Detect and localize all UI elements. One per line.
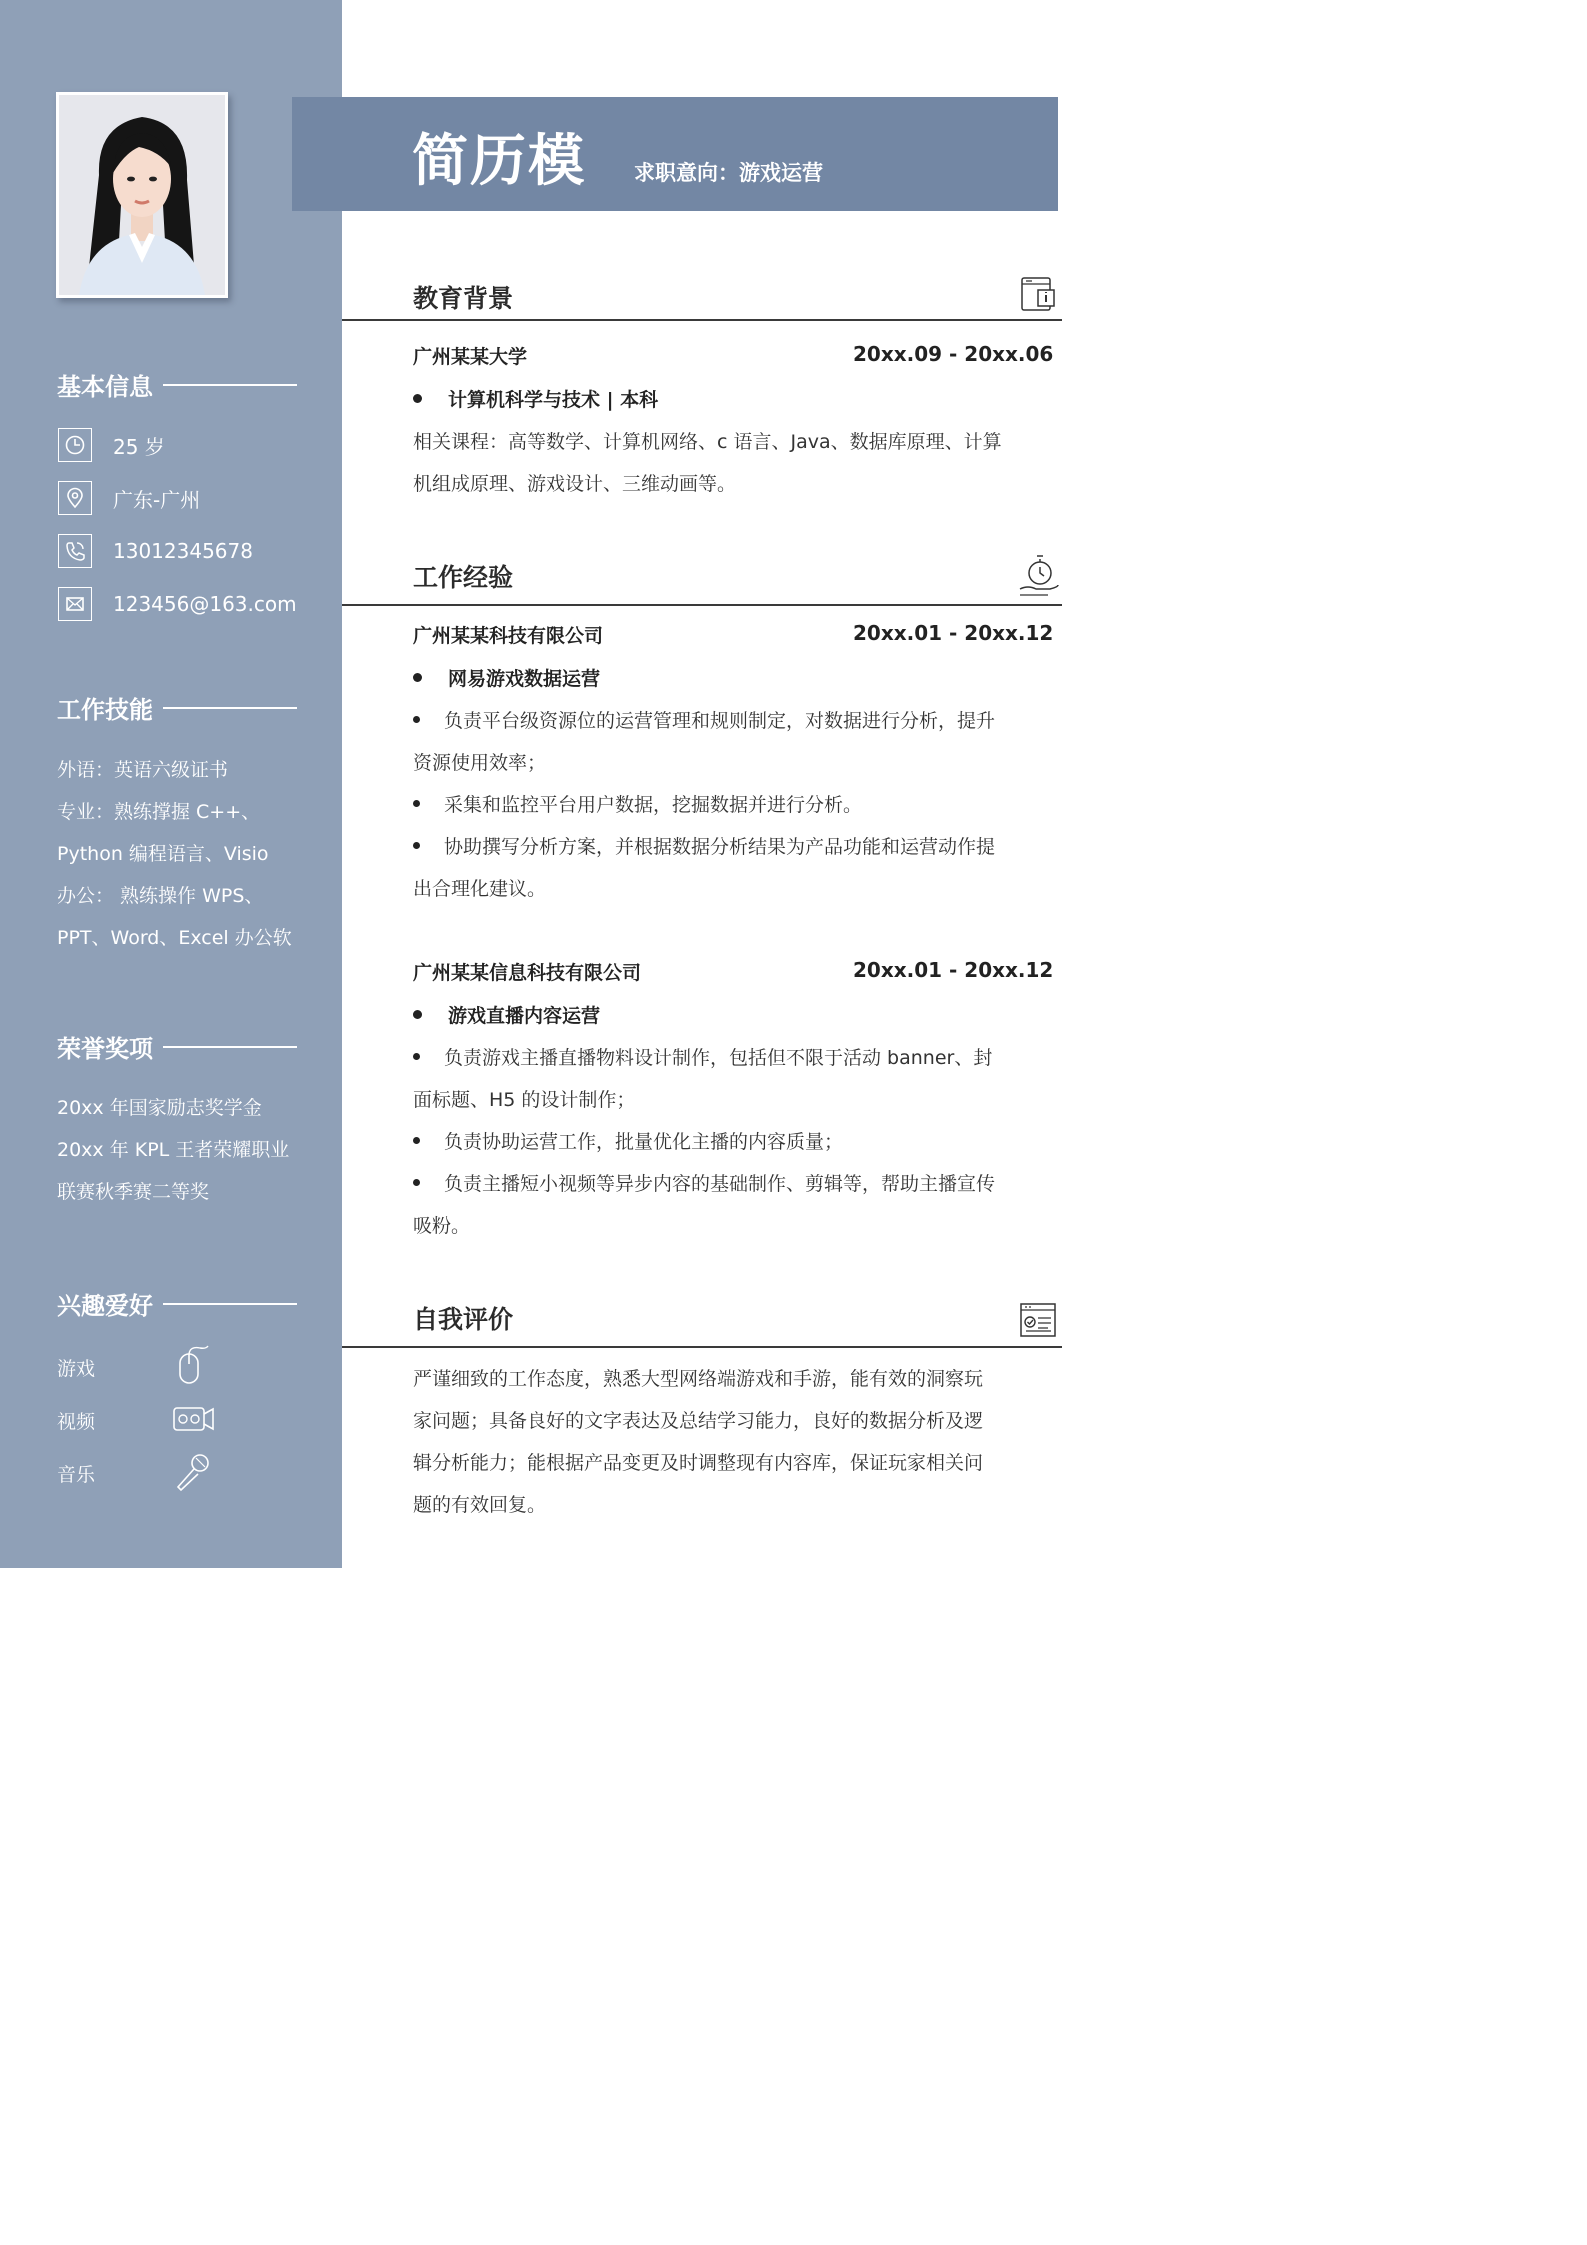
job-duty-line: 资源使用效率； (413, 752, 547, 774)
company-name: 广州某某科技有限公司 (413, 625, 604, 647)
page-title: 简历模 (412, 129, 586, 194)
header-banner (292, 97, 1058, 211)
hobby-music: 音乐 (57, 1464, 96, 1486)
location-pin-icon (58, 481, 92, 515)
age-text: 25 岁 (113, 434, 165, 459)
sidebar (0, 0, 342, 1568)
job-duty-line: 负责游戏主播直播物料设计制作，包括但不限于活动 banner、封 (413, 1043, 992, 1070)
mouse-icon (172, 1344, 212, 1390)
company-name: 广州某某信息科技有限公司 (413, 962, 642, 984)
award-line: 联赛秋季赛二等奖 (57, 1181, 210, 1203)
checklist-screen-icon (1018, 1301, 1058, 1343)
work-heading: 工作经验 (413, 563, 514, 592)
self-eval-line: 严谨细致的工作态度，熟悉大型网络端游戏和手游，能有效的洞察玩 (413, 1368, 984, 1390)
job-duty-line: 协助撰写分析方案，并根据数据分析结果为产品功能和运营动作提 (413, 832, 995, 859)
skills-heading: 工作技能 (57, 690, 297, 725)
skill-line: Python 编程语言、Visio (57, 843, 269, 865)
self-eval-line: 家问题；具备良好的文字表达及总结学习能力，良好的数据分析及逻 (413, 1410, 984, 1432)
courses-line: 相关课程：高等数学、计算机网络、c 语言、Java、数据库原理、计算 (413, 431, 1002, 453)
work-divider (342, 604, 1062, 606)
info-email (58, 587, 297, 621)
job-date: 20xx.01 - 20xx.12 (853, 958, 1054, 982)
phone-text: 13012345678 (113, 539, 253, 563)
skill-line: 办公： 熟练操作 WPS、 (57, 885, 264, 907)
job-duty-line: 负责主播短小视频等异步内容的基础制作、剪辑等，帮助主播宣传 (413, 1169, 995, 1196)
hobby-game: 游戏 (57, 1358, 96, 1380)
job-role: 网易游戏数据运营 (413, 664, 600, 691)
profile-photo (59, 95, 225, 295)
major-line: 计算机科学与技术 | 本科 (413, 385, 658, 412)
job-objective: 求职意向：游戏运营 (634, 161, 823, 185)
job-duty-line: 面标题、H5 的设计制作； (413, 1089, 636, 1111)
education-date: 20xx.09 - 20xx.06 (853, 342, 1054, 366)
job-duty-line: 采集和监控平台用户数据，挖掘数据并进行分析。 (413, 790, 862, 817)
award-line: 20xx 年国家励志奖学金 (57, 1097, 262, 1119)
courses-line: 机组成原理、游戏设计、三维动画等。 (413, 473, 737, 495)
self-eval-line: 题的有效回复。 (413, 1494, 547, 1516)
mail-icon (58, 587, 92, 621)
job-role: 游戏直播内容运营 (413, 1001, 600, 1028)
location-text: 广东-广州 (113, 487, 201, 512)
info-document-icon (1018, 274, 1058, 318)
clock-icon (58, 428, 92, 462)
skill-line: 外语：英语六级证书 (57, 759, 229, 781)
info-age (58, 428, 165, 462)
school-name: 广州某某大学 (413, 346, 528, 368)
stopwatch-hand-icon (1018, 551, 1060, 601)
self-eval-heading: 自我评价 (413, 1305, 514, 1334)
info-phone (58, 534, 253, 568)
skill-line: 专业：熟练撑握 C++、 (57, 801, 261, 823)
job-duty-line: 吸粉。 (413, 1215, 471, 1237)
self-eval-divider (342, 1346, 1062, 1348)
job-duty-line: 负责协助运营工作，批量优化主播的内容质量； (413, 1127, 843, 1154)
education-heading: 教育背景 (413, 284, 514, 313)
email-text: 123456@163.com (113, 592, 297, 616)
hobby-video: 视频 (57, 1411, 96, 1433)
job-duty-line: 出合理化建议。 (413, 878, 547, 900)
award-line: 20xx 年 KPL 王者荣耀职业 (57, 1139, 290, 1161)
awards-heading: 荣誉奖项 (57, 1029, 297, 1064)
job-date: 20xx.01 - 20xx.12 (853, 621, 1054, 645)
job-duty-line: 负责平台级资源位的运营管理和规则制定，对数据进行分析，提升 (413, 706, 995, 733)
basic-info-heading: 基本信息 (57, 367, 297, 402)
profile-photo-frame (56, 92, 228, 298)
info-location (58, 481, 200, 515)
hobbies-heading: 兴趣爱好 (57, 1286, 297, 1321)
self-eval-line: 辑分析能力；能根据产品变更及时调整现有内容库，保证玩家相关问 (413, 1452, 984, 1474)
skill-line: PPT、Word、Excel 办公软 (57, 927, 292, 949)
video-camera-icon (172, 1400, 216, 1440)
education-divider (342, 319, 1062, 321)
phone-icon (58, 534, 92, 568)
microphone-icon (172, 1450, 214, 1496)
